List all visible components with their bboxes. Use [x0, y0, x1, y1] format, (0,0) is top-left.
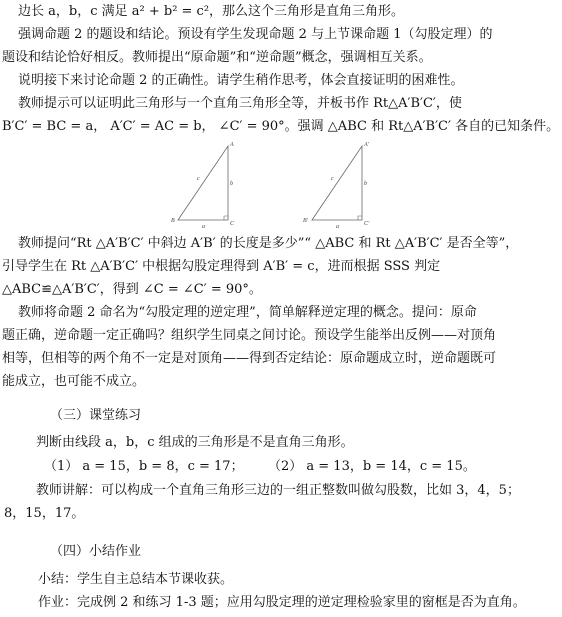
paragraph-line-1: 边长 a，b，c 满足 a² + b² = c²，那么这个三角形是直角三角形。 [18, 4, 405, 19]
homework-line: 作业：完成例 2 和练习 1-3 题；应用勾股定理的逆定理检验家里的窗框是否为直角。 [38, 595, 526, 610]
triangle-figure-left [170, 140, 240, 230]
paragraph-line-12: 相等，但相等的两个角不一定是对顶角——得到否定结论：原命题成立时，逆命题既可 [2, 351, 497, 366]
paragraph-line-2: 强调命题 2 的题设和结论。预设有学生发现命题 2 与上节课命题 1（勾股定理）的 [18, 27, 493, 42]
practice-explain-1: 教师讲解：可以构成一个直角三角形三边的一组正整数叫做勾股数，比如 3，4，5； [36, 483, 520, 498]
paragraph-line-3: 题设和结论恰好相反。教师提出“原命题”和“逆命题”概念，强调相互关系。 [2, 50, 432, 65]
practice-item-2: （2） a = 13，b = 14，c = 15。 [268, 459, 476, 474]
paragraph-line-4: 说明接下来讨论命题 2 的正确性。请学生稍作思考，体会直接证明的困难性。 [18, 73, 464, 88]
paragraph-line-7: 教师提问“Rt △A′B′C′ 中斜边 A′B′ 的长度是多少”“ △ABC 和 Rt △A′B′C′ 是否全等”， [18, 236, 519, 251]
practice-item-1: （1） a = 15，b = 8，c = 17； [44, 459, 244, 474]
paragraph-line-8: 引导学生在 Rt △A′B′C′ 中根据勾股定理得到 A′B′ = c，进而根据 SSS 判定 [2, 259, 441, 274]
side-a-prime: a [336, 224, 339, 230]
section-heading-summary: （四）小结作业 [50, 544, 142, 559]
paragraph-line-13: 能成立，也可能不成立。 [2, 374, 146, 389]
side-b: b [230, 181, 233, 187]
practice-explain-2: 8，15，17。 [4, 506, 85, 521]
practice-task: 判断由线段 a，b，c 组成的三角形是不是直角三角形。 [36, 435, 354, 450]
label-b: B [171, 218, 175, 224]
summary-line: 小结：学生自主总结本节课收获。 [38, 572, 234, 587]
section-heading-practice: （三）课堂练习 [50, 408, 142, 423]
paragraph-line-9: △ABC≌△A′B′C′，得到 ∠C = ∠C′ = 90°。 [2, 282, 262, 297]
label-a-prime: A′ [364, 142, 369, 148]
paragraph-line-11: 题正确，逆命题一定正确吗？组织学生同桌之间讨论。预设学生能举出反例——对顶角 [2, 328, 497, 343]
side-a: a [202, 224, 205, 230]
label-b-prime: B′ [303, 218, 308, 224]
paragraph-line-10: 教师将命题 2 命名为“勾股定理的逆定理”，简单解释逆定理的概念。提问：原命 [18, 305, 477, 320]
label-c: C [230, 221, 235, 227]
triangle-figure-right [302, 140, 374, 230]
label-c-prime: C′ [364, 221, 370, 227]
paragraph-line-6: B′C′ = BC = a， A′C′ = AC = b， ∠C′ = 90°。强调 △ABC 和 Rt△A′B′C′ 各自的已知条件。 [2, 119, 560, 134]
side-c: c [197, 176, 200, 182]
side-b-prime: b [364, 181, 367, 187]
side-c-prime: c [331, 176, 334, 182]
label-a: A [230, 142, 234, 148]
paragraph-line-5: 教师提示可以证明此三角形与一个直角三角形全等，并板书作 Rt△A′B′C′，使 [18, 96, 462, 111]
